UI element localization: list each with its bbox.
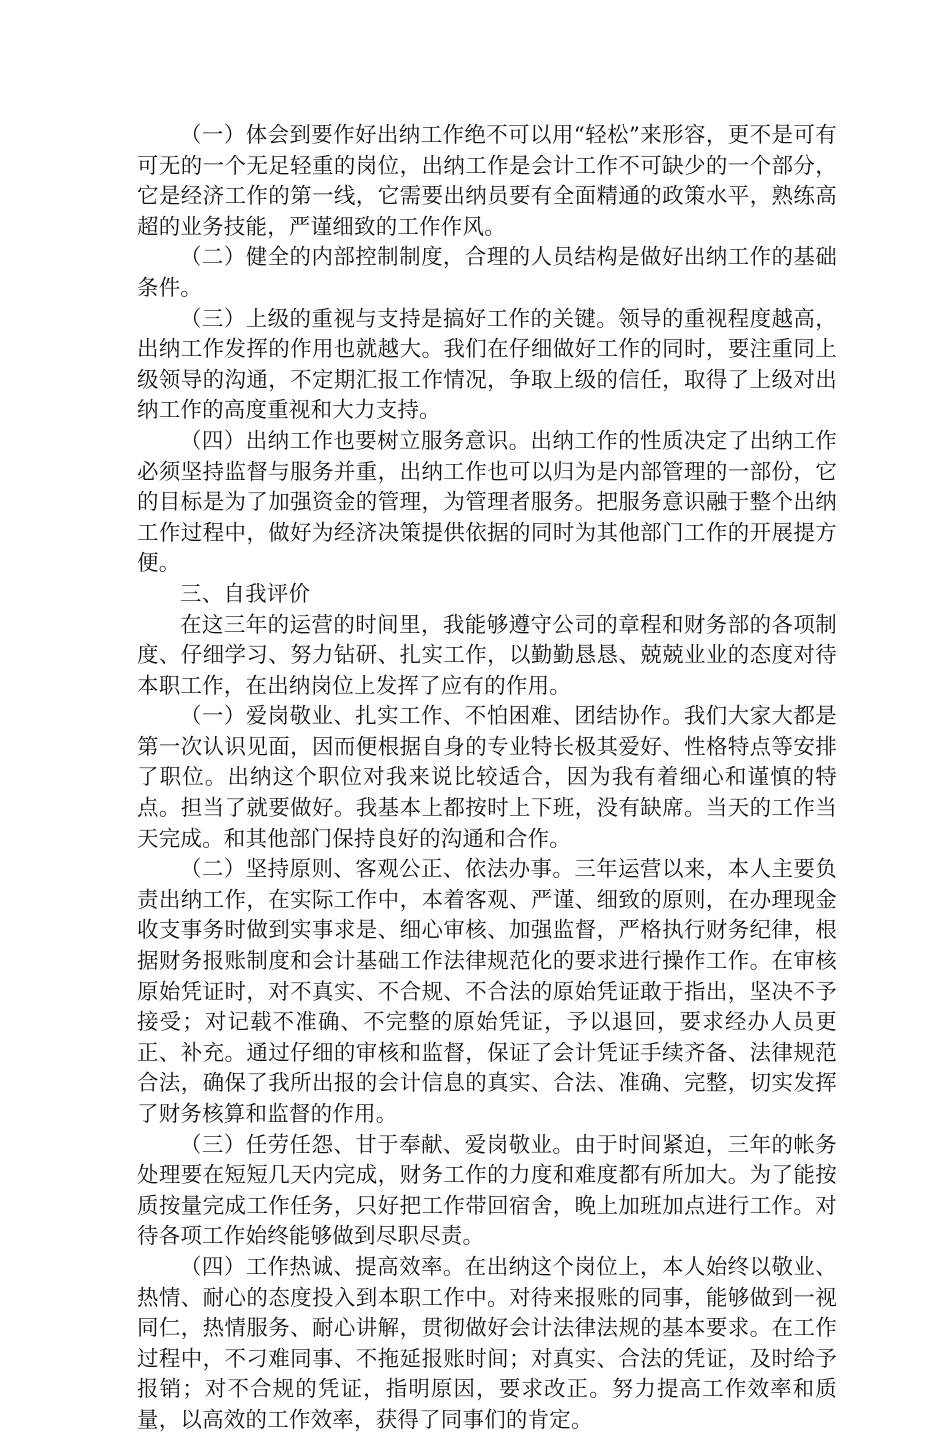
- paragraph-cashier-understanding-2: （二）健全的内部控制制度，合理的人员结构是做好出纳工作的基础条件。: [137, 245, 837, 301]
- paragraph-self-evaluation-intro: 在这三年的运营的时间里，我能够遵守公司的章程和财务部的各项制度、仔细学习、努力钻研、扎实工作，以勤勤恳恳、兢兢业业的态度对待本职工作，在出纳岗位上发挥了应有的作用。: [137, 612, 837, 699]
- paragraph-cashier-understanding-3: （三）上级的重视与支持是搞好工作的关键。领导的重视程度越高，出纳工作发挥的作用也就越大。我们在仔细做好工作的同时，要注重同上级领导的沟通，不定期汇报工作情况，争取上级的信任，取得了上级对出纳工作的高度重视和大力支持。: [137, 306, 837, 424]
- paragraph-self-evaluation-1: （一）爱岗敬业、扎实工作、不怕困难、团结协作。我们大家大都是第一次认识见面，因而便根据自身的专业特长极其爱好、性格特点等安排了职位。出纳这个职位对我来说比较适合，因为我有着细心和谨慎的特点。担当了就要做好。我基本上都按时上下班，没有缺席。当天的工作当天完成。和其他部门保持良好的沟通和合作。: [137, 704, 837, 852]
- paragraph-cashier-understanding-1: （一）体会到要作好出纳工作绝不可以用“轻松”来形容，更不是可有可无的一个无足轻重的岗位，出纳工作是会计工作不可缺少的一个部分，它是经济工作的第一线，它需要出纳员要有全面精通的政策水平，熟练高超的业务技能，严谨细致的工作作风。: [137, 123, 837, 240]
- section-heading-self-evaluation: 三、自我评价: [180, 581, 311, 607]
- document-body: [137, 121, 837, 1437]
- paragraph-cashier-understanding-4: （四）出纳工作也要树立服务意识。出纳工作的性质决定了出纳工作必须坚持监督与服务并重，出纳工作也可以归为是内部管理的一部份，它的目标是为了加强资金的管理，为管理者服务。把服务意识融于整个出纳工作过程中，做好为经济决策提供依据的同时为其他部门工作的开展提方便。: [137, 428, 837, 577]
- paragraph-self-evaluation-4: （四）工作热诚、提高效率。在出纳这个岗位上，本人始终以敬业、热情、耐心的态度投入到本职工作中。对待来报账的同事，能够做到一视同仁，热情服务、耐心讲解，贯彻做好会计法律法规的基本要求。在工作过程中，不刁难同事、不拖延报账时间；对真实、合法的凭证，及时给予报销；对不合规的凭证，指明原因，要求改正。努力提高工作效率和质量，以高效的工作效率，获得了同事们的肯定。: [137, 1254, 837, 1433]
- paragraph-self-evaluation-3: （三）任劳任怨、甘于奉献、爱岗敬业。由于时间紧迫，三年的帐务处理要在短短几天内完成，财务工作的力度和难度都有所加大。为了能按质按量完成工作任务，只好把工作带回宿舍，晚上加班加点进行工作。对待各项工作始终能够做到尽职尽责。: [137, 1132, 837, 1250]
- paragraph-self-evaluation-2: （二）坚持原则、客观公正、依法办事。三年运营以来，本人主要负责出纳工作，在实际工作中，本着客观、严谨、细致的原则，在办理现金收支事务时做到实事求是、细心审核、加强监督，严格执行财务纪律，根据财务报账制度和会计基础工作法律规范化的要求进行操作工作。在审核原始凭证时，对不真实、不合规、不合法的原始凭证敢于指出，坚决不予接受；对记载不准确、不完整的原始凭证，予以退回，要求经办人员更正、补充。通过仔细的审核和监督，保证了会计凭证手续齐备、法律规范合法，确保了我所出报的会计信息的真实、合法、准确、完整，切实发挥了财务核算和监督的作用。: [137, 857, 837, 1127]
